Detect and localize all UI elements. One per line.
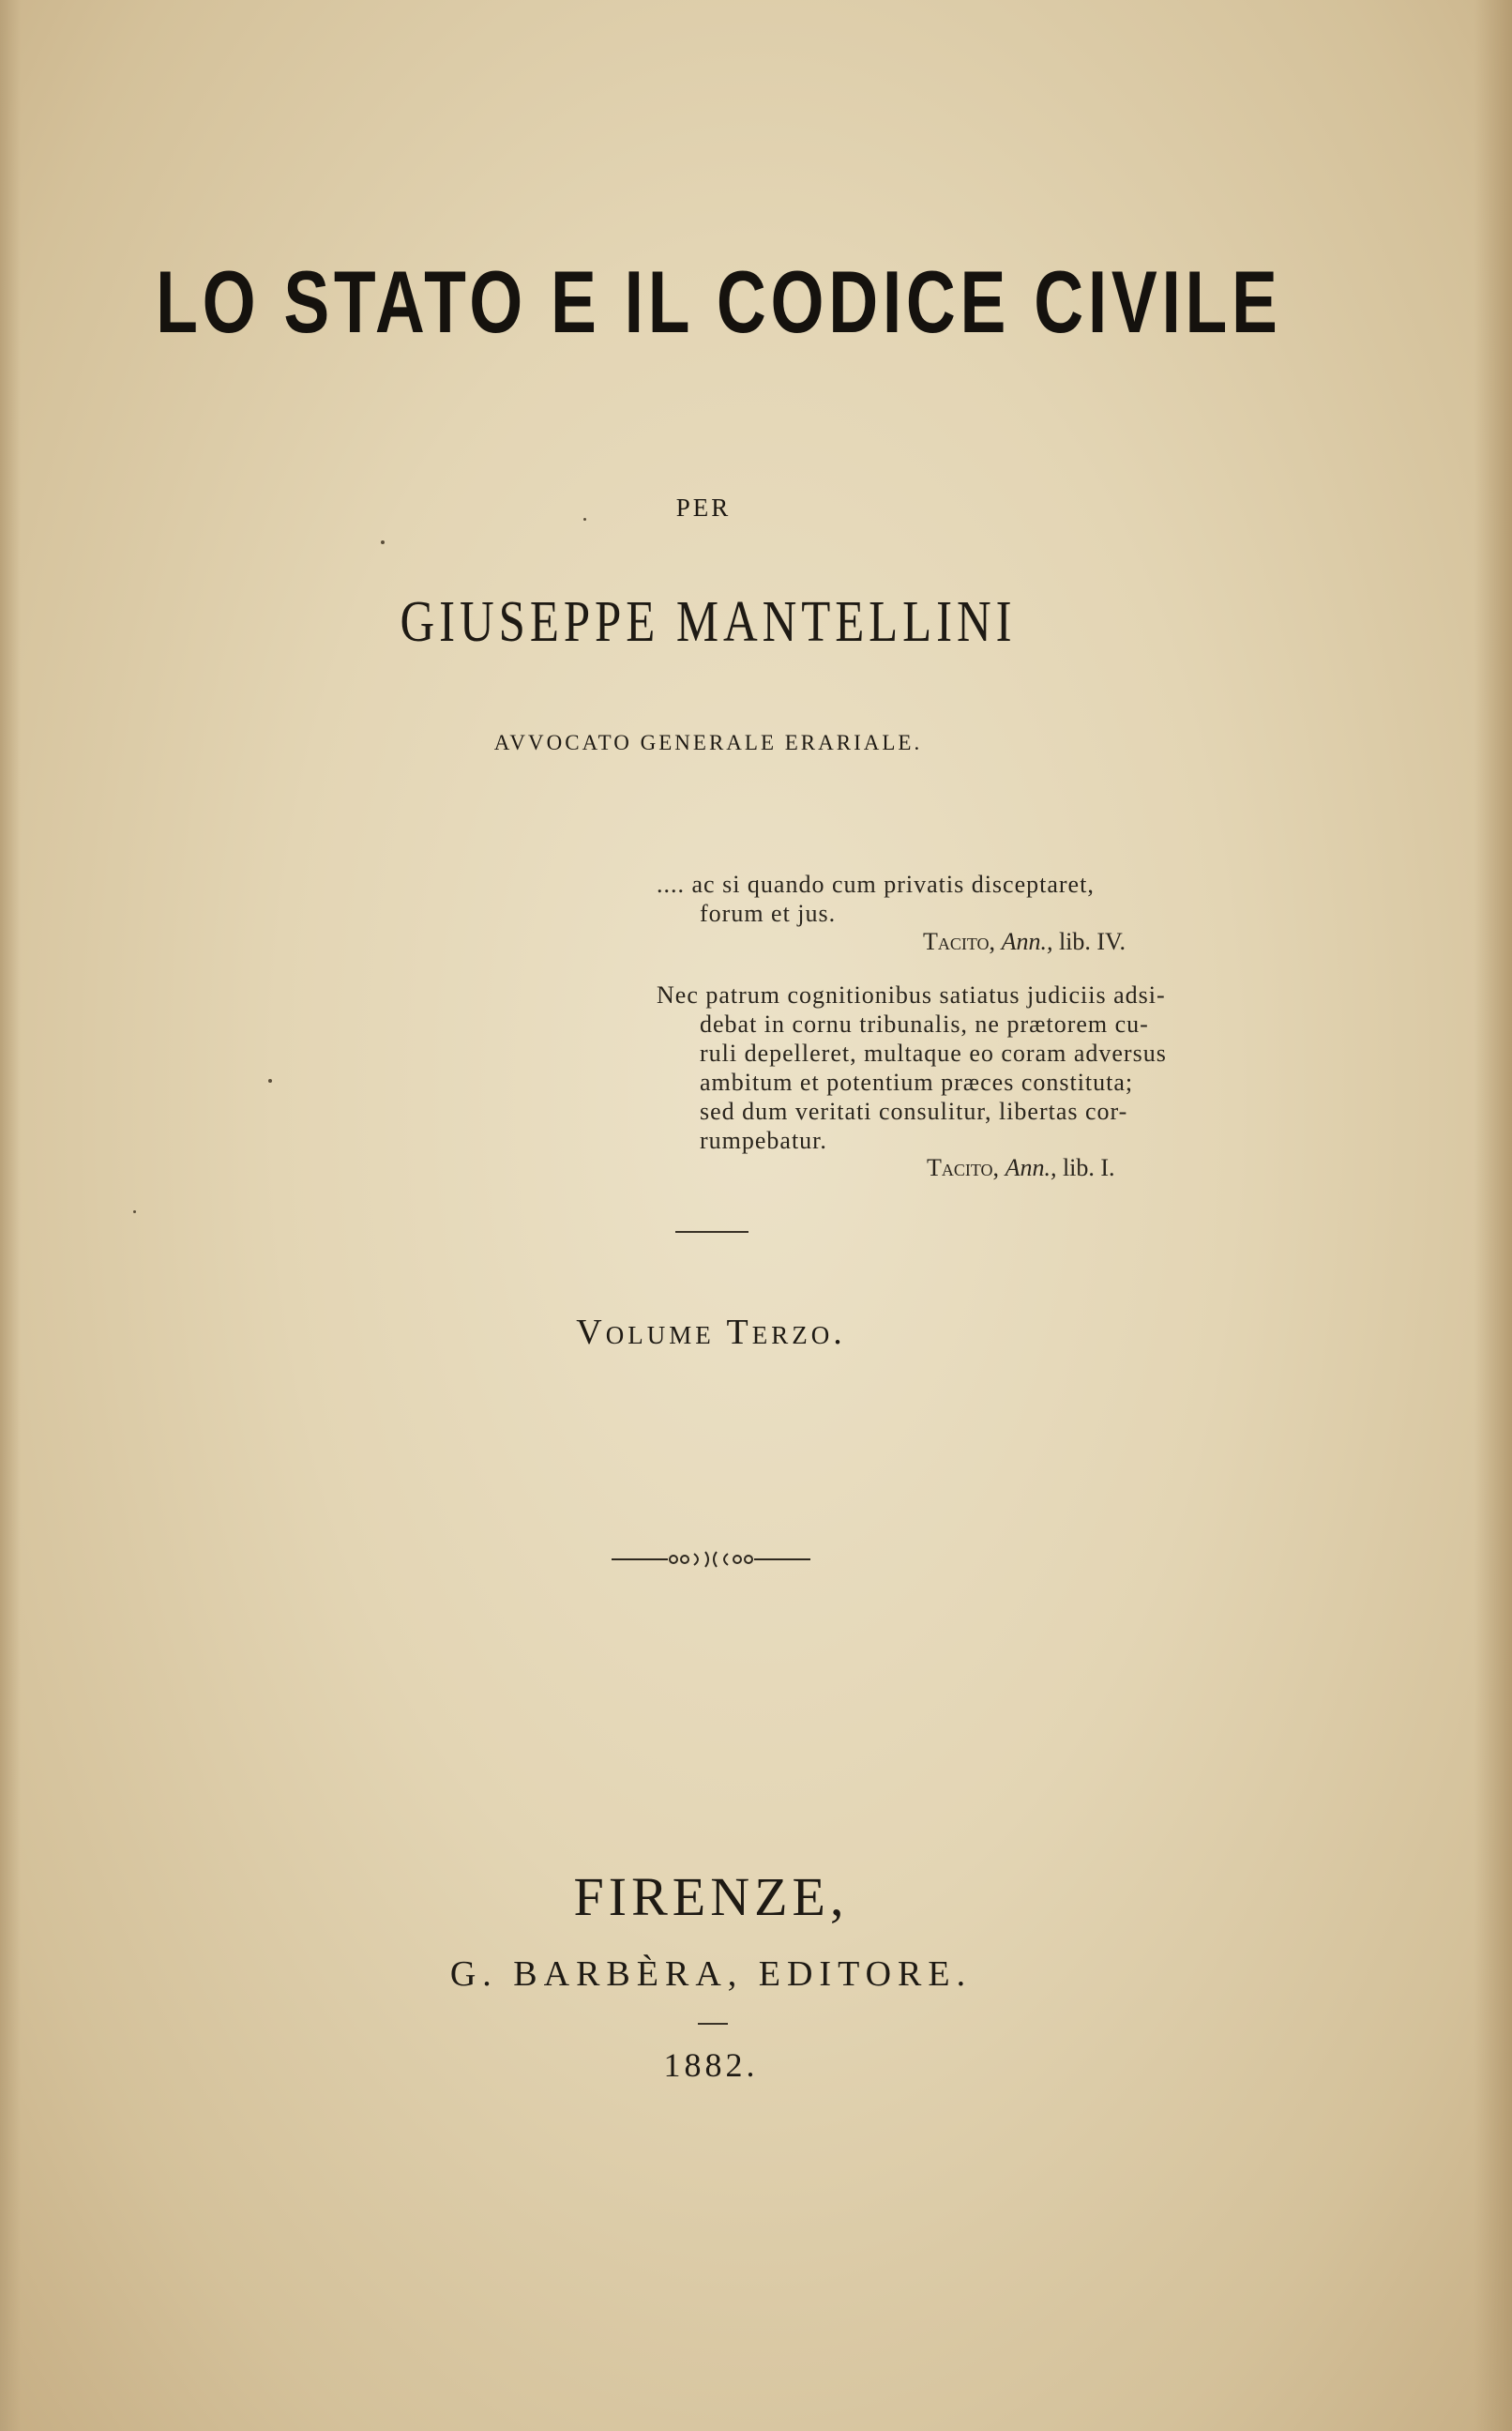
citation-author: Tacito,	[927, 1154, 1000, 1181]
epigraph-2-line: sed dum veritati consulitur, libertas cor-	[700, 1098, 1128, 1125]
paper-speck	[381, 540, 385, 544]
author-name: GIUSEPPE MANTELLINI	[400, 590, 1017, 654]
imprint-city: FIRENZE,	[573, 1866, 849, 1927]
citation-book: lib. IV.	[1058, 928, 1126, 955]
imprint-year: 1882.	[663, 2046, 759, 2084]
citation-book: lib. I.	[1062, 1154, 1115, 1181]
paper-speck	[133, 1210, 136, 1213]
citation-author: Tacito,	[923, 928, 996, 955]
epigraph-2-line: ambitum et potentium præces constituta;	[700, 1069, 1134, 1096]
ornament-divider	[612, 1548, 810, 1571]
epigraph-1-line: .... ac si quando cum privatis disceptaret,	[657, 871, 1095, 898]
imprint-divider	[698, 2023, 728, 2025]
author-role: AVVOCATO GENERALE ERARIALE.	[493, 731, 923, 754]
epigraph-1-citation	[923, 928, 1126, 956]
section-divider	[675, 1231, 748, 1233]
epigraph-2-line: Nec patrum cognitionibus satiatus judiciis adsi-	[657, 981, 1166, 1009]
page-edge-right	[1474, 0, 1512, 2431]
paper-speck	[268, 1079, 272, 1083]
book-title: LO STATO E IL CODICE CIVILE	[156, 252, 1282, 351]
epigraph-2-line: rumpebatur.	[700, 1127, 827, 1154]
imprint-publisher: G. BARBÈRA, EDITORE.	[449, 1954, 973, 1994]
epigraph-2-line: ruli depelleret, multaque eo coram adversus	[700, 1040, 1167, 1067]
volume-label: Volume Terzo.	[576, 1313, 846, 1352]
epigraph-2-line: debat in cornu tribunalis, ne prætorem cu-	[700, 1010, 1149, 1038]
epigraph-2	[657, 980, 1167, 1155]
author-preposition: PER	[675, 494, 732, 522]
paper-speck	[583, 518, 586, 521]
epigraph-2-citation	[927, 1154, 1115, 1182]
citation-work: Ann.,	[1001, 928, 1053, 955]
epigraph-1	[657, 870, 1095, 928]
citation-work: Ann.,	[1005, 1154, 1057, 1181]
epigraph-1-line: forum et jus.	[700, 900, 837, 927]
